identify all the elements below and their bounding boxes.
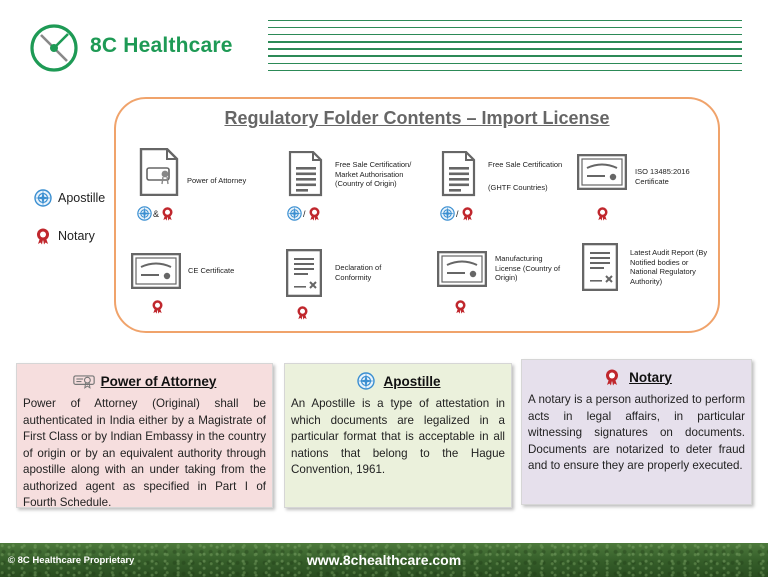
- card-notary-text: A notary is a person authorized to perform acts in legal affairs, in particular witnessing signatures on documents. Documents are notarized to deter fraud and to ensure they are properly executed.: [528, 393, 745, 472]
- legend-apostille: [34, 189, 105, 207]
- card-apostille-title: Apostille: [383, 373, 441, 389]
- apostille-icon: [287, 206, 302, 221]
- apostille-icon: [355, 372, 377, 390]
- free-sale-doc-icon: [288, 151, 324, 197]
- legend-notary-label: Notary: [58, 229, 95, 243]
- declaration-conformity-icon: [286, 249, 322, 297]
- notary-icon: [460, 206, 475, 221]
- card-apostille-text: An Apostille is a type of attestation in which documents are legalized in a particular format that is acceptable in all nations that belong to the Hague Convention, 1961.: [291, 397, 505, 476]
- footer-copyright: © 8C Healthcare Proprietary: [8, 555, 135, 566]
- card-apostille-header: [291, 372, 505, 390]
- doc-label-free-sale-ghtf: Free Sale Certification: [488, 160, 563, 169]
- footer: [0, 543, 768, 577]
- doc-label-free-sale-market: Free Sale Certification/ Market Authorisation (Country of Origin): [335, 160, 412, 188]
- card-notary-title: Notary: [629, 369, 672, 385]
- notary-icon: [34, 227, 52, 245]
- card-apostille: [284, 363, 512, 508]
- panel-title: Regulatory Folder Contents – Import License: [224, 108, 610, 128]
- notary-icon: [150, 299, 165, 314]
- notary-icon: [160, 206, 175, 221]
- doc-label-declaration: Declaration of Conformity: [335, 263, 382, 282]
- legend-notary: [34, 227, 95, 245]
- card-notary-header: [528, 368, 745, 386]
- card-power-of-attorney: [16, 363, 273, 508]
- doc-label-audit: Latest Audit Report (By Notified bodies or National Regulatory Authority): [630, 248, 708, 286]
- apostille-icon: [137, 206, 152, 221]
- regulatory-folder-panel: [114, 97, 720, 333]
- doc-label-iso: ISO 13485:2016 Certificate: [635, 167, 690, 186]
- notary-icon: [307, 206, 322, 221]
- doc-badges-declaration: [295, 305, 310, 320]
- doc-label-manufacturing: Manufacturing License (Country of Origin): [495, 254, 561, 282]
- doc-badges-iso: [595, 206, 610, 221]
- notary-icon: [595, 206, 610, 221]
- doc-badges-manufacturing: [453, 299, 468, 314]
- ce-certificate-icon: [131, 253, 181, 289]
- manufacturing-license-icon: [437, 251, 487, 287]
- doc-label-ce: CE Certificate: [188, 266, 235, 275]
- doc-badges-ce: [150, 299, 165, 314]
- card-power-of-attorney-text: Power of Attorney (Original) shall be authenticated in India either by a Magistrate of First Class or by Indian Embassy in the country of origin or by an equivalent authority through apostille along with an under taking from the authorized agent as specified in Part I of Fourth Schedule.: [23, 397, 266, 509]
- card-power-of-attorney-title: Power of Attorney: [100, 373, 217, 389]
- card-power-of-attorney-header: [23, 372, 266, 390]
- doc-badges-free-sale-market: /: [287, 206, 322, 221]
- apostille-icon: [34, 189, 52, 207]
- free-sale-ghtf-doc-icon: [441, 151, 477, 197]
- doc-badges-power-of-attorney: &: [137, 206, 175, 221]
- iso-certificate-icon: [577, 154, 627, 190]
- notary-icon: [601, 368, 623, 386]
- footer-website-link[interactable]: www.8chealthcare.com: [306, 552, 462, 568]
- power-of-attorney-doc-icon: [139, 148, 179, 196]
- doc-label-power-of-attorney: Power of Attorney: [187, 176, 247, 185]
- audit-report-icon: [582, 243, 618, 291]
- header-decorative-lines: [268, 20, 742, 77]
- notary-icon: [453, 299, 468, 314]
- brand-logo-icon: [28, 22, 80, 74]
- apostille-icon: [440, 206, 455, 221]
- notary-icon: [295, 305, 310, 320]
- doc-badges-free-sale-ghtf: /: [440, 206, 475, 221]
- card-notary: [521, 359, 752, 505]
- legend-apostille-label: Apostille: [58, 191, 106, 205]
- brand-name: 8C Healthcare: [90, 34, 233, 57]
- certificate-scroll-icon: [73, 372, 95, 390]
- doc-label-free-sale-ghtf-countries: (GHTF Countries): [488, 183, 548, 192]
